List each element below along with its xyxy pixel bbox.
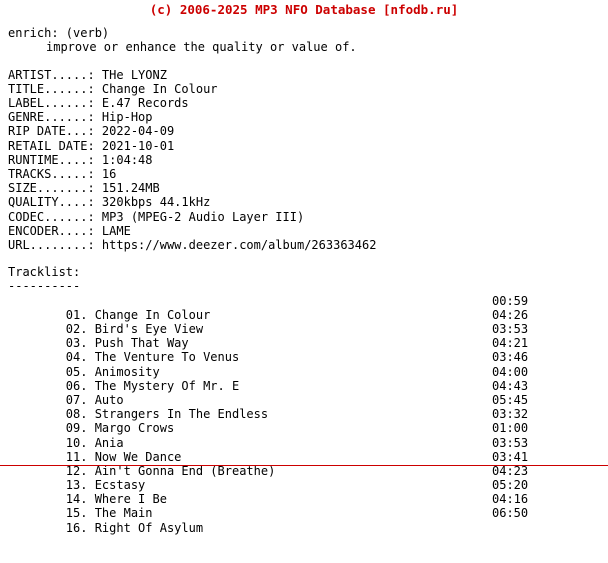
tracklist (8, 293, 602, 535)
track-name: 15. The Main (65, 506, 153, 521)
site-header: (c) 2006-2025 MP3 NFO Database [nfodb.ru] (149, 2, 459, 17)
info-line-title: TITLE......: Change In Colour (8, 81, 218, 96)
info-line-size: SIZE.......: 151.24MB (8, 181, 160, 196)
info-line-label: LABEL......: E.47 Records (8, 96, 189, 111)
track-name: 09. Margo Crows (65, 421, 175, 436)
info-line-url: URL........: https://www.deezer.com/album/263363462 (8, 238, 377, 253)
track-name: 11. Now We Dance (65, 449, 182, 464)
definition-meaning: improve or enhance the quality or value of. (46, 40, 357, 55)
spacer-after-info (8, 252, 602, 265)
track-name: 05. Animosity (65, 364, 160, 379)
track-duration: 00:59 (492, 293, 529, 308)
info-line-encoder: ENCODER....: LAME (8, 223, 131, 238)
spacer-after-definition (8, 55, 602, 68)
bottom-divider (0, 465, 608, 466)
track-name: 10. Ania (65, 435, 124, 450)
info-line-tracks: TRACKS.....: 16 (8, 167, 117, 182)
info-line-retail-date: RETAIL DATE: 2021-10-01 (8, 138, 175, 153)
track-name: 08. Strangers In The Endless (65, 407, 269, 422)
track-name: 14. Where I Be (65, 492, 167, 507)
track-name: 16. Right Of Asylum (65, 520, 204, 535)
track-duration: 04:23 (492, 463, 529, 478)
tracklist-heading: Tracklist: (8, 265, 81, 280)
info-line-genre: GENRE......: Hip-Hop (8, 110, 153, 125)
track-duration: 03:53 (492, 322, 529, 337)
track-duration: 04:16 (492, 492, 529, 507)
info-line-codec: CODEC......: MP3 (MPEG-2 Audio Layer III) (8, 209, 305, 224)
track-name: 13. Ecstasy (65, 478, 146, 493)
release-info-block (8, 68, 602, 253)
track-duration: 03:46 (492, 350, 529, 365)
definition-word: enrich: (verb) (8, 26, 110, 41)
track-name: 06. The Mystery Of Mr. E (65, 378, 240, 393)
track-duration: 04:00 (492, 364, 529, 379)
track-duration: 04:21 (492, 336, 529, 351)
info-line-artist: ARTIST.....: THe LYONZ (8, 67, 167, 82)
track-duration: 05:20 (492, 478, 529, 493)
track-row (8, 506, 602, 535)
track-name: 12. Ain't Gonna End (Breathe) (65, 463, 276, 478)
track-duration: 05:45 (492, 392, 529, 407)
track-name: 02. Bird's Eye View (65, 322, 204, 337)
info-line-quality: QUALITY....: 320kbps 44.1kHz (8, 195, 211, 210)
track-name: 01. Change In Colour (65, 307, 211, 322)
track-name: 04. The Venture To Venus (65, 350, 240, 365)
track-duration: 03:32 (492, 407, 529, 422)
track-duration: 04:26 (492, 307, 529, 322)
track-duration: 03:53 (492, 435, 529, 450)
track-duration: 06:50 (492, 506, 529, 521)
info-line-rip-date: RIP DATE...: 2022-04-09 (8, 124, 175, 139)
track-duration: 01:00 (492, 421, 529, 436)
track-name: 03. Push That Way (65, 336, 189, 351)
track-duration: 04:43 (492, 378, 529, 393)
tracklist-divider: ---------- (8, 279, 81, 294)
track-name: 07. Auto (65, 392, 124, 407)
track-duration: 03:41 (492, 449, 529, 464)
info-line-runtime: RUNTIME....: 1:04:48 (8, 152, 153, 167)
nfo-body (0, 20, 608, 535)
